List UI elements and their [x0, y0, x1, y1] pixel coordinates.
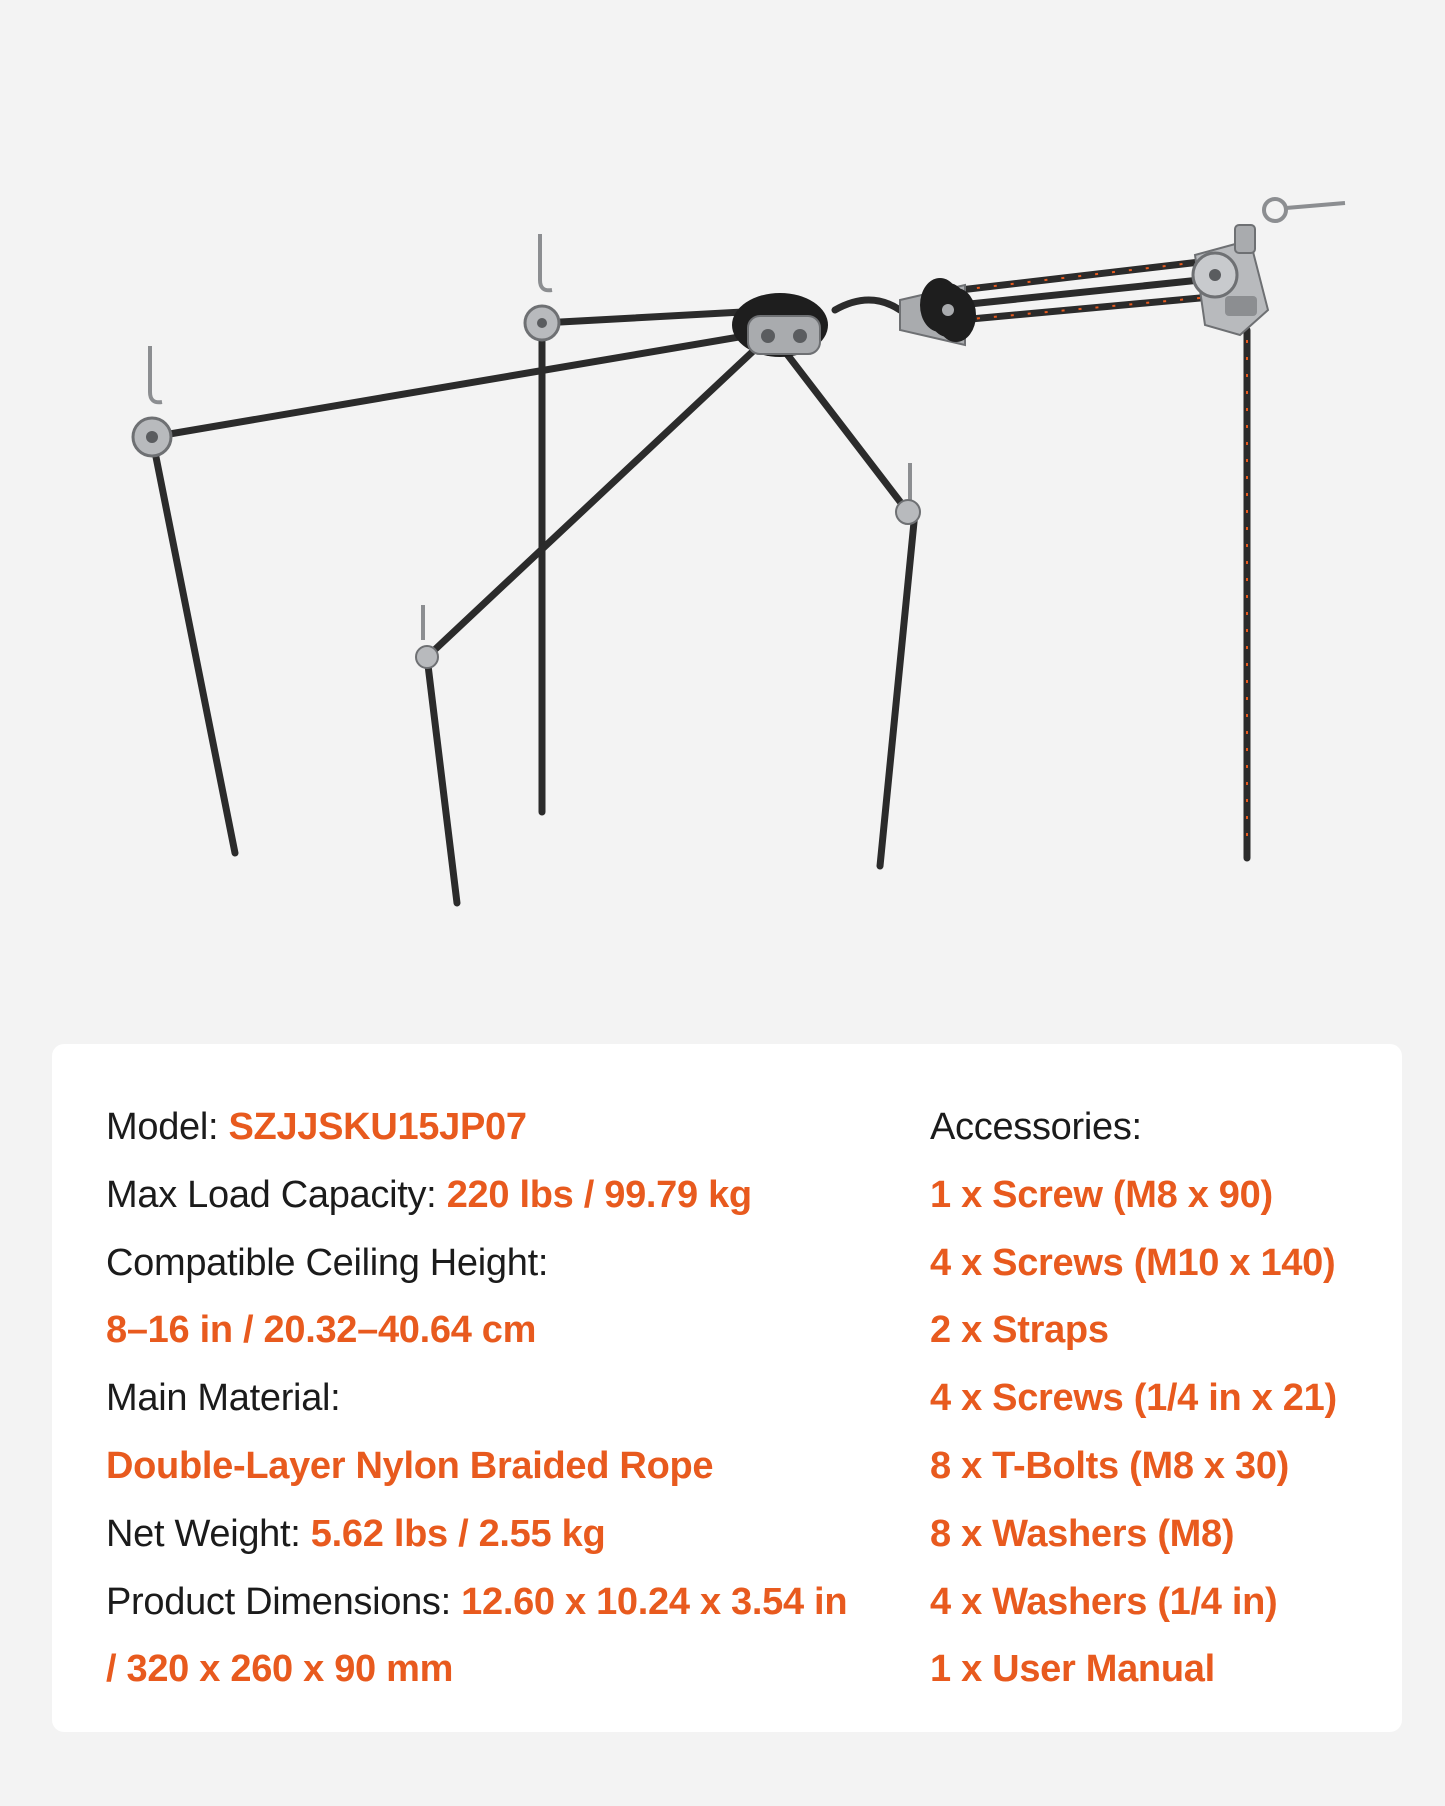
accessory-item: 4 x Washers (1/4 in) [930, 1580, 1278, 1623]
model-label: Model: [106, 1106, 229, 1148]
rope [427, 657, 457, 903]
model-value: SZJJSKU15JP07 [228, 1106, 527, 1148]
accessory-item: 2 x Straps [930, 1309, 1109, 1352]
rope [152, 330, 780, 437]
ceiling-label: Compatible Ceiling Height: [106, 1241, 549, 1284]
rope [152, 437, 235, 853]
dimensions-row [106, 1569, 906, 1637]
accessory-item: 8 x T-Bolts (M8 x 30) [930, 1444, 1290, 1487]
center-pulley-block-icon [732, 293, 828, 357]
specs-column [106, 1094, 906, 1704]
dimensions-label: Product Dimensions: [106, 1580, 462, 1623]
weight-value: 5.62 lbs / 2.55 kg [310, 1512, 606, 1555]
accessory-item: 1 x Screw (M8 x 90) [930, 1173, 1273, 1216]
model-row [106, 1094, 906, 1162]
rope [427, 340, 765, 657]
load-label: Max Load Capacity: [106, 1173, 447, 1216]
top-pulley-block-icon [1193, 225, 1268, 335]
material-value: Double-Layer Nylon Braided Rope [106, 1444, 714, 1487]
accessory-item: 8 x Washers (M8) [930, 1512, 1235, 1555]
load-row [106, 1162, 906, 1230]
specifications-card [52, 1044, 1402, 1732]
accessories-heading: Accessories: [930, 1106, 1142, 1148]
pulley-icon [133, 306, 920, 668]
weight-label: Net Weight: [106, 1512, 311, 1555]
triple-pulley-block-icon [900, 278, 976, 345]
accessory-item: 1 x User Manual [930, 1648, 1215, 1691]
weight-row [106, 1501, 906, 1569]
dimensions-value-metric: / 320 x 260 x 90 mm [106, 1648, 454, 1691]
dimensions-value: 12.60 x 10.24 x 3.54 in [461, 1580, 848, 1623]
accessory-item: 4 x Screws (M10 x 140) [930, 1241, 1336, 1284]
rope [835, 300, 900, 310]
accessory-item: 4 x Screws (1/4 in x 21) [930, 1377, 1337, 1420]
ceiling-value: 8–16 in / 20.32–40.64 cm [106, 1309, 537, 1352]
rope [880, 512, 915, 866]
accessories-column [930, 1094, 1390, 1704]
load-value: 220 lbs / 99.79 kg [446, 1173, 752, 1216]
rope [780, 345, 908, 512]
material-label: Main Material: [106, 1377, 341, 1420]
